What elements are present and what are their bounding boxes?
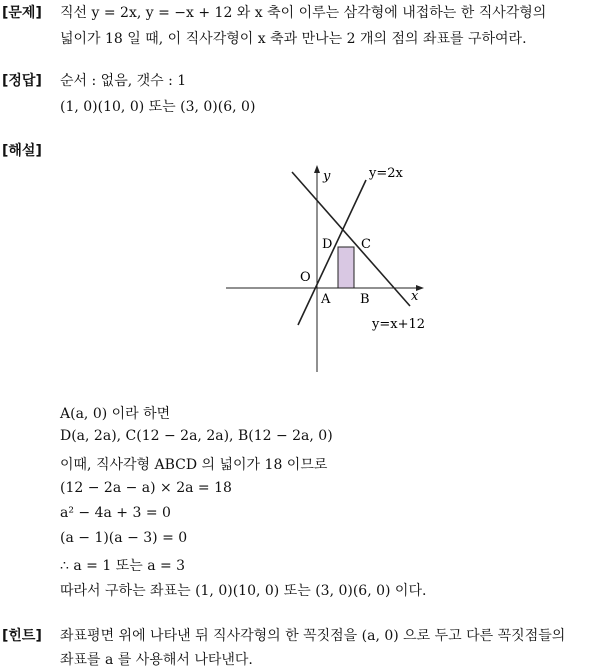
solution-step-7: ∴ a = 1 또는 a = 3 (60, 558, 186, 574)
line-y-2x (298, 180, 366, 325)
point-b-label: B (360, 292, 370, 307)
point-a-label: A (321, 292, 331, 307)
y-axis-label: y (323, 169, 331, 184)
hint-line-2: 좌표를 a 를 사용해서 나타낸다. (60, 652, 253, 668)
line-label-x12: y=x+12 (372, 317, 426, 332)
answer-line-2: (1, 0)(10, 0) 또는 (3, 0)(6, 0) (60, 99, 256, 115)
solution-step-8: 따라서 구하는 좌표는 (1, 0)(10, 0) 또는 (3, 0)(6, 0) 이다. (60, 583, 427, 599)
solution-step-2: D(a, 2a), C(12 − 2a, 2a), B(12 − 2a, 0) (60, 428, 333, 444)
hint-tag: [힌트] (2, 628, 42, 644)
problem-line-2: 넓이가 18 일 때, 이 직사각형이 x 축과 만나는 2 개의 점의 좌표를 구하여라. (60, 31, 527, 47)
solution-step-4: (12 − 2a − a) × 2a = 18 (60, 480, 232, 496)
hint-line-1: 좌표평면 위에 나타낸 뒤 직사각형의 한 꼭짓점을 (a, 0) 으로 두고 다른 꼭짓점들의 (60, 628, 566, 644)
solution-step-6: (a − 1)(a − 3) = 0 (60, 530, 188, 546)
point-d-label: D (322, 237, 333, 252)
problem-tag: [문제] (2, 5, 42, 21)
solution-step-3: 이때, 직사각형 ABCD 의 넓이가 18 이므로 (60, 457, 328, 473)
y-axis-arrow (314, 165, 320, 173)
answer-line-1: 순서 : 없음, 갯수 : 1 (60, 73, 187, 89)
line-label-2x: y=2x (369, 166, 403, 181)
point-c-label: C (361, 237, 371, 252)
solution-step-5: a² − 4a + 3 = 0 (60, 505, 171, 521)
problem-line-1: 직선 y = 2x, y = −x + 12 와 x 축이 이루는 삼각형에 내접하는 한 직사각형의 (60, 5, 547, 21)
explanation-tag: [해설] (2, 143, 42, 159)
x-axis-label: x (411, 289, 419, 304)
answer-tag: [정답] (2, 73, 42, 89)
solution-step-1: A(a, 0) 이라 하면 (60, 406, 171, 422)
origin-label: O (300, 270, 311, 285)
rectangle-abcd (338, 247, 354, 288)
